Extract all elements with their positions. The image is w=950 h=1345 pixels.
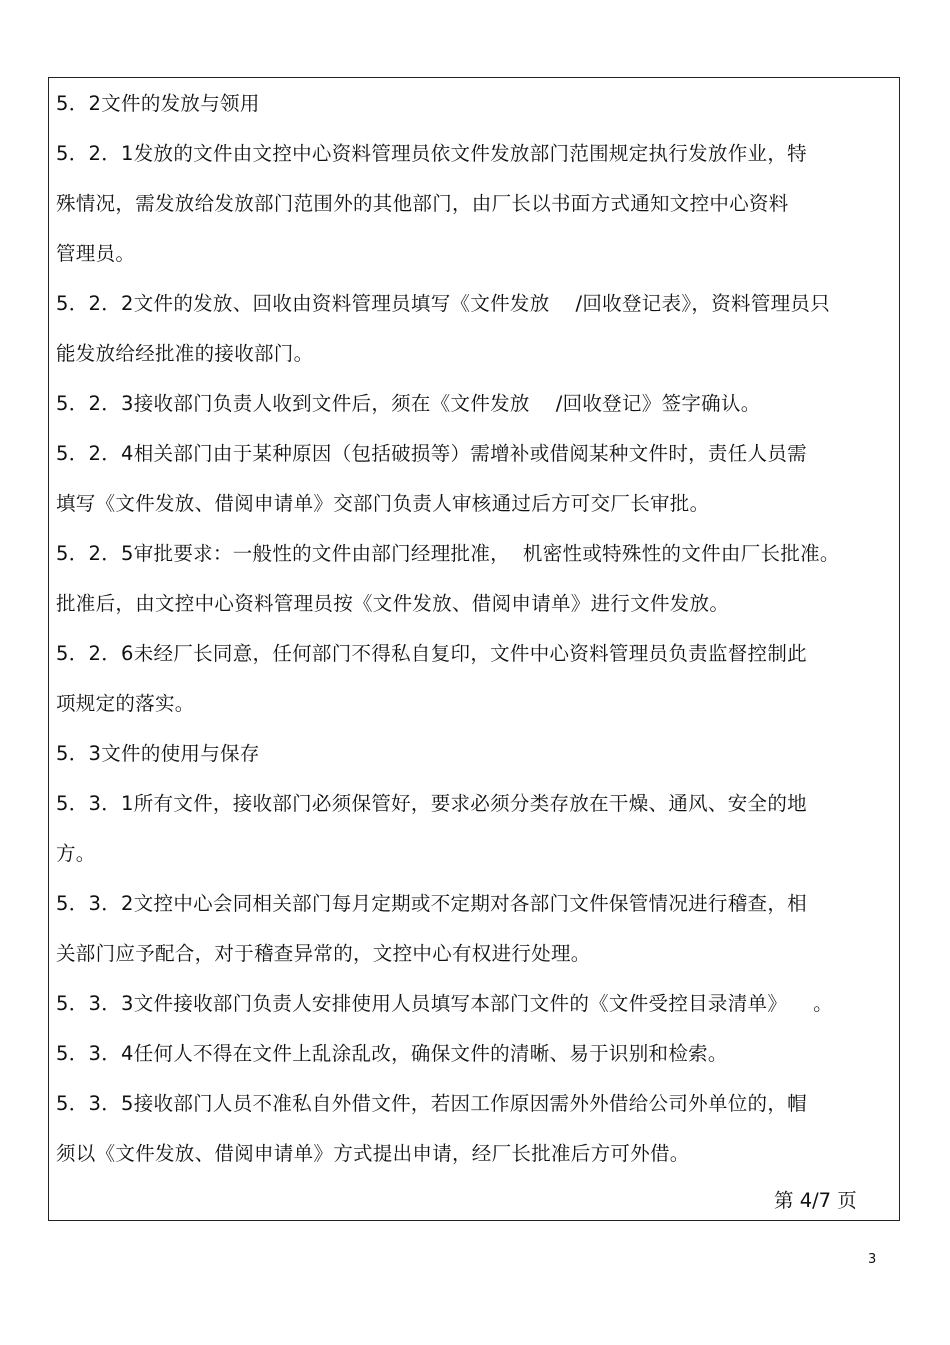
text-line: 管理员。: [56, 242, 136, 265]
text-line: 项规定的落实。: [56, 692, 195, 715]
text-line: 5．3文件的使用与保存: [56, 742, 260, 765]
text-line: 方。: [56, 842, 96, 865]
text-line: 5．3．4任何人不得在文件上乱涂乱改，确保文件的清晰、易于识别和检索。: [56, 1042, 728, 1065]
page-number: 3: [868, 1252, 877, 1267]
text-line: 5．2文件的发放与领用: [56, 92, 260, 115]
text-line: 须以《文件发放、借阅申请单》方式提出申请，经厂长批准后方可外借。: [56, 1142, 690, 1165]
text-line: 能发放给经批准的接收部门。: [56, 342, 314, 365]
text-line: 5．3．3文件接收部门负责人安排使用人员填写本部门文件的《文件受控目录清单》 。: [56, 992, 833, 1015]
text-line: 5．2．6未经厂长同意，任何部门不得私自复印，文件中心资料管理员负责监督控制此: [56, 642, 807, 665]
text-line: 5．3．5接收部门人员不准私自外借文件，若因工作原因需外外借给公司外单位的，帽: [56, 1092, 807, 1115]
text-line: 殊情况，需发放给发放部门范围外的其他部门，由厂长以书面方式通知文控中心资料: [56, 192, 789, 215]
text-line: 填写《文件发放、借阅申请单》交部门负责人审核通过后方可交厂长审批。: [56, 492, 710, 515]
text-line: 关部门应予配合，对于稽查异常的，文控中心有权进行处理。: [56, 942, 591, 965]
text-line: 5．3．2文控中心会同相关部门每月定期或不定期对各部门文件保管情况进行稽查，相: [56, 892, 807, 915]
text-line: 5．3．1所有文件，接收部门必须保管好，要求必须分类存放在干燥、通风、安全的地: [56, 792, 807, 815]
text-line: 5．2．5审批要求：一般性的文件由部门经理批准， 机密性或特殊性的文件由厂长批准。: [56, 542, 840, 565]
text-line: 5．2．4相关部门由于某种原因（包括破损等）需增补或借阅某种文件时，责任人员需: [56, 442, 807, 465]
text-line: 批准后，由文控中心资料管理员按《文件发放、借阅申请单》进行文件发放。: [56, 592, 730, 615]
text-line: 5．2．3接收部门负责人收到文件后，须在《文件发放 /回收登记》签字确认。: [56, 392, 761, 415]
text-line: 5．2．1发放的文件由文控中心资料管理员依文件发放部门范围规定执行发放作业，特: [56, 142, 807, 165]
page-count-label: 第 4/7 页: [774, 1189, 857, 1212]
text-line: 5．2．2文件的发放、回收由资料管理员填写《文件发放 /回收登记表》，资料管理员只: [56, 292, 831, 315]
